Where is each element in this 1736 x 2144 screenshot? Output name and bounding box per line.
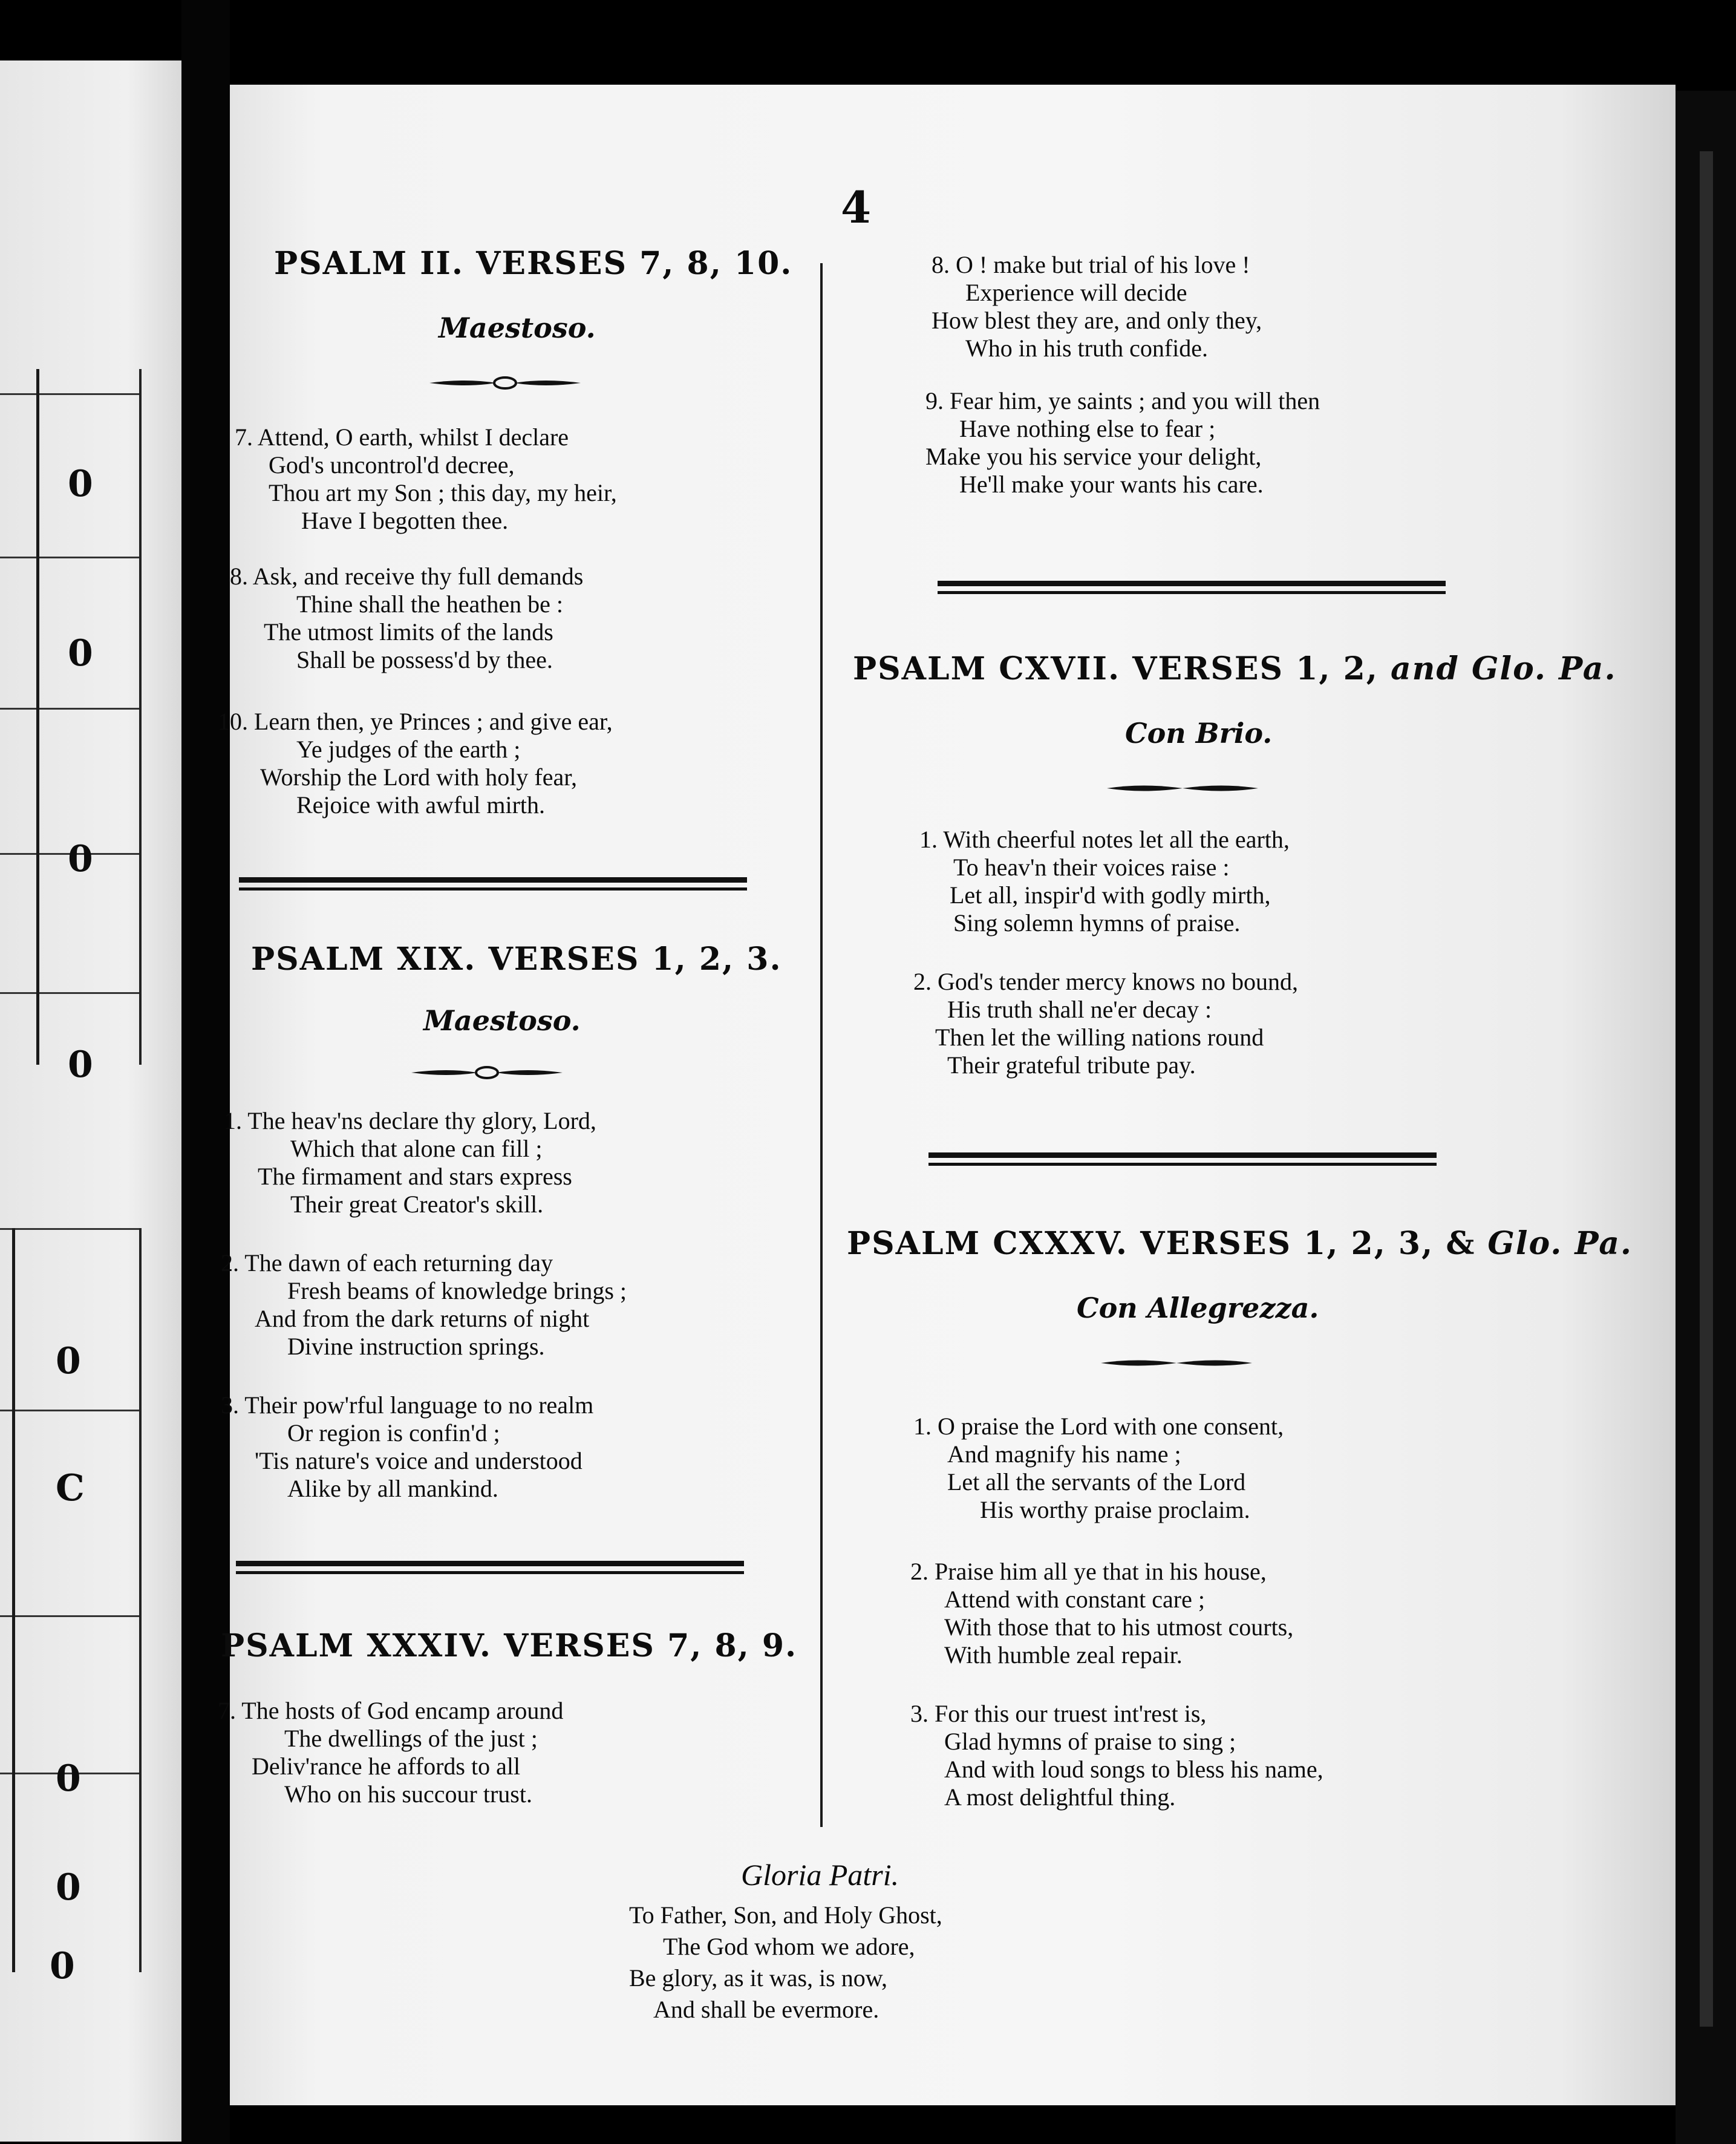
verse-line: Worship the Lord with holy fear, bbox=[260, 763, 577, 791]
psalm-117-heading bbox=[853, 650, 1617, 687]
verse-line: 2. The dawn of each returning day bbox=[221, 1249, 553, 1276]
verse-line: And shall be evermore. bbox=[653, 1996, 879, 2023]
music-note: 0 bbox=[68, 463, 93, 505]
verse-line: Rejoice with awful mirth. bbox=[296, 791, 546, 819]
left-page-fragment bbox=[0, 60, 181, 2142]
psalm-19-stanza-3 bbox=[221, 1391, 593, 1503]
psalm-34-stanza-7 bbox=[218, 1697, 563, 1808]
gloria-patri-title: Gloria Patri. bbox=[741, 1858, 899, 1892]
verse-line: To Father, Son, and Holy Ghost, bbox=[629, 1901, 942, 1929]
verse-line: Ye judges of the earth ; bbox=[296, 736, 521, 763]
verse-line: Shall be possess'd by thee. bbox=[296, 646, 553, 673]
verse-line: Glad hymns of praise to sing ; bbox=[944, 1728, 1236, 1755]
music-note: 0 bbox=[56, 1866, 81, 1909]
music-note: 0 bbox=[50, 1945, 75, 1987]
heading-italic-text: and Glo. Pa. bbox=[1390, 650, 1617, 687]
verse-line: Sing solemn hymns of praise. bbox=[953, 909, 1241, 936]
verse-line: 10. Learn then, ye Princes ; and give ear, bbox=[218, 708, 613, 735]
psalm-117-stanza-2 bbox=[913, 968, 1298, 1079]
verse-line: 3. Their pow'rful language to no realm bbox=[221, 1391, 594, 1419]
verse-line: Or region is confin'd ; bbox=[287, 1419, 500, 1446]
verse-line: And with loud songs to bless his name, bbox=[944, 1756, 1323, 1783]
psalm-34-stanza-9 bbox=[925, 387, 1320, 498]
psalm-19-stanza-2 bbox=[221, 1249, 627, 1361]
psalm-2-stanza-8 bbox=[230, 563, 583, 674]
book-gutter bbox=[181, 0, 230, 2144]
psalm-135-tempo: Con Allegrezza. bbox=[1077, 1292, 1319, 1324]
verse-line: 7. The hosts of God encamp around bbox=[218, 1697, 564, 1724]
verse-line: 8. Ask, and receive thy full demands bbox=[230, 563, 584, 590]
verse-line: The firmament and stars express bbox=[258, 1163, 572, 1190]
music-staff-upper bbox=[0, 369, 142, 1086]
verse-line: Their great Creator's skill. bbox=[290, 1191, 544, 1218]
verse-line: Their grateful tribute pay. bbox=[947, 1051, 1196, 1079]
verse-line: How blest they are, and only they, bbox=[932, 307, 1262, 334]
verse-line: 1. O praise the Lord with one consent, bbox=[913, 1413, 1284, 1440]
psalm-2-heading: PSALM II. VERSES 7, 8, 10. bbox=[274, 245, 793, 282]
verse-line: The God whom we adore, bbox=[663, 1933, 915, 1960]
verse-line: Which that alone can fill ; bbox=[290, 1135, 543, 1162]
verse-line: Deliv'rance he affords to all bbox=[252, 1753, 521, 1780]
section-divider bbox=[928, 1152, 1437, 1166]
hymn-page bbox=[218, 85, 1676, 2105]
verse-line: 2. Praise him all ye that in his house, bbox=[910, 1558, 1267, 1585]
psalm-19-heading: PSALM XIX. VERSES 1, 2, 3. bbox=[251, 941, 782, 978]
column-divider bbox=[820, 263, 823, 1827]
psalm-2-stanza-7 bbox=[235, 423, 617, 535]
heading-text: PSALM CXVII. VERSES 1, 2, bbox=[853, 650, 1379, 687]
verse-line: 9. Fear him, ye saints ; and you will then bbox=[925, 387, 1320, 414]
verse-line: Thou art my Son ; this day, my heir, bbox=[269, 479, 617, 506]
verse-line: 2. God's tender mercy knows no bound, bbox=[913, 968, 1298, 995]
verse-line: Make you his service your delight, bbox=[925, 443, 1262, 470]
verse-line: His truth shall ne'er decay : bbox=[947, 996, 1212, 1023]
verse-line: Thine shall the heathen be : bbox=[296, 590, 563, 618]
verse-line: To heav'n their voices raise : bbox=[953, 854, 1230, 881]
section-divider bbox=[938, 581, 1446, 594]
psalm-117-stanza-1 bbox=[919, 826, 1290, 937]
psalm-117-tempo: Con Brio. bbox=[1125, 717, 1273, 750]
verse-line: Who in his truth confide. bbox=[965, 335, 1209, 362]
verse-line: 3. For this our truest int'rest is, bbox=[910, 1700, 1207, 1727]
verse-line: And from the dark returns of night bbox=[255, 1305, 590, 1332]
verse-line: 'Tis nature's voice and understood bbox=[255, 1447, 582, 1474]
verse-line: The dwellings of the just ; bbox=[284, 1725, 538, 1752]
psalm-135-stanza-3 bbox=[910, 1700, 1323, 1811]
psalm-135-stanza-1 bbox=[913, 1413, 1284, 1524]
ornament-divider bbox=[1107, 780, 1258, 796]
music-note: 0 bbox=[56, 1340, 81, 1382]
page-number: 4 bbox=[841, 181, 872, 233]
common-time-symbol: C bbox=[56, 1467, 85, 1509]
verse-line: Who on his succour trust. bbox=[284, 1780, 532, 1808]
verse-line: Alike by all mankind. bbox=[287, 1475, 498, 1502]
verse-line: His worthy praise proclaim. bbox=[980, 1496, 1250, 1523]
music-note: 0 bbox=[56, 1757, 81, 1800]
music-note: 0 bbox=[68, 838, 93, 880]
verse-line: A most delightful thing. bbox=[944, 1783, 1176, 1811]
verse-line: And magnify his name ; bbox=[947, 1440, 1181, 1468]
verse-line: 1. The heav'ns declare thy glory, Lord, bbox=[224, 1107, 596, 1134]
verse-line: Attend with constant care ; bbox=[944, 1586, 1205, 1613]
heading-italic-text: Glo. Pa. bbox=[1487, 1225, 1633, 1262]
verse-line: Fresh beams of knowledge brings ; bbox=[287, 1277, 627, 1304]
psalm-34-stanza-8 bbox=[932, 251, 1262, 362]
gloria-patri-verse bbox=[629, 1900, 942, 2025]
verse-line: Let all the servants of the Lord bbox=[947, 1468, 1246, 1495]
ornament-divider bbox=[411, 1065, 563, 1080]
verse-line: Then let the willing nations round bbox=[935, 1024, 1264, 1051]
verse-line: The utmost limits of the lands bbox=[264, 618, 553, 645]
verse-line: 1. With cheerful notes let all the earth, bbox=[919, 826, 1290, 853]
verse-line: With those that to his utmost courts, bbox=[944, 1613, 1294, 1641]
section-divider bbox=[239, 877, 747, 891]
verse-line: With humble zeal repair. bbox=[944, 1641, 1183, 1668]
verse-line: 7. Attend, O earth, whilst I declare bbox=[235, 423, 569, 451]
verse-line: Have I begotten thee. bbox=[301, 507, 509, 534]
music-note: 0 bbox=[68, 1044, 93, 1086]
verse-line: He'll make your wants his care. bbox=[959, 471, 1264, 498]
psalm-135-stanza-2 bbox=[910, 1558, 1293, 1669]
verse-line: God's uncontrol'd decree, bbox=[269, 451, 515, 479]
verse-line: Let all, inspir'd with godly mirth, bbox=[950, 881, 1271, 909]
psalm-19-tempo: Maestoso. bbox=[423, 1004, 581, 1037]
psalm-135-heading bbox=[847, 1225, 1633, 1262]
section-divider bbox=[236, 1561, 744, 1574]
music-note: 0 bbox=[68, 632, 93, 675]
psalm-19-stanza-1 bbox=[224, 1107, 596, 1218]
verse-line: Have nothing else to fear ; bbox=[959, 415, 1216, 442]
book-spine bbox=[1676, 91, 1736, 2144]
verse-line: 8. O ! make but trial of his love ! bbox=[932, 251, 1250, 278]
psalm-2-stanza-10 bbox=[218, 708, 613, 819]
verse-line: Divine instruction springs. bbox=[287, 1333, 545, 1360]
heading-text: PSALM CXXXV. VERSES 1, 2, 3, & bbox=[847, 1225, 1476, 1262]
psalm-34-heading: PSALM XXXIV. VERSES 7, 8, 9. bbox=[221, 1627, 798, 1664]
verse-line: Experience will decide bbox=[965, 279, 1187, 306]
ornament-divider bbox=[429, 375, 581, 391]
verse-line: Be glory, as it was, is now, bbox=[629, 1964, 887, 1992]
music-staff-lower bbox=[0, 1228, 142, 1972]
ornament-divider bbox=[1101, 1355, 1252, 1371]
psalm-2-tempo: Maestoso. bbox=[439, 312, 596, 344]
